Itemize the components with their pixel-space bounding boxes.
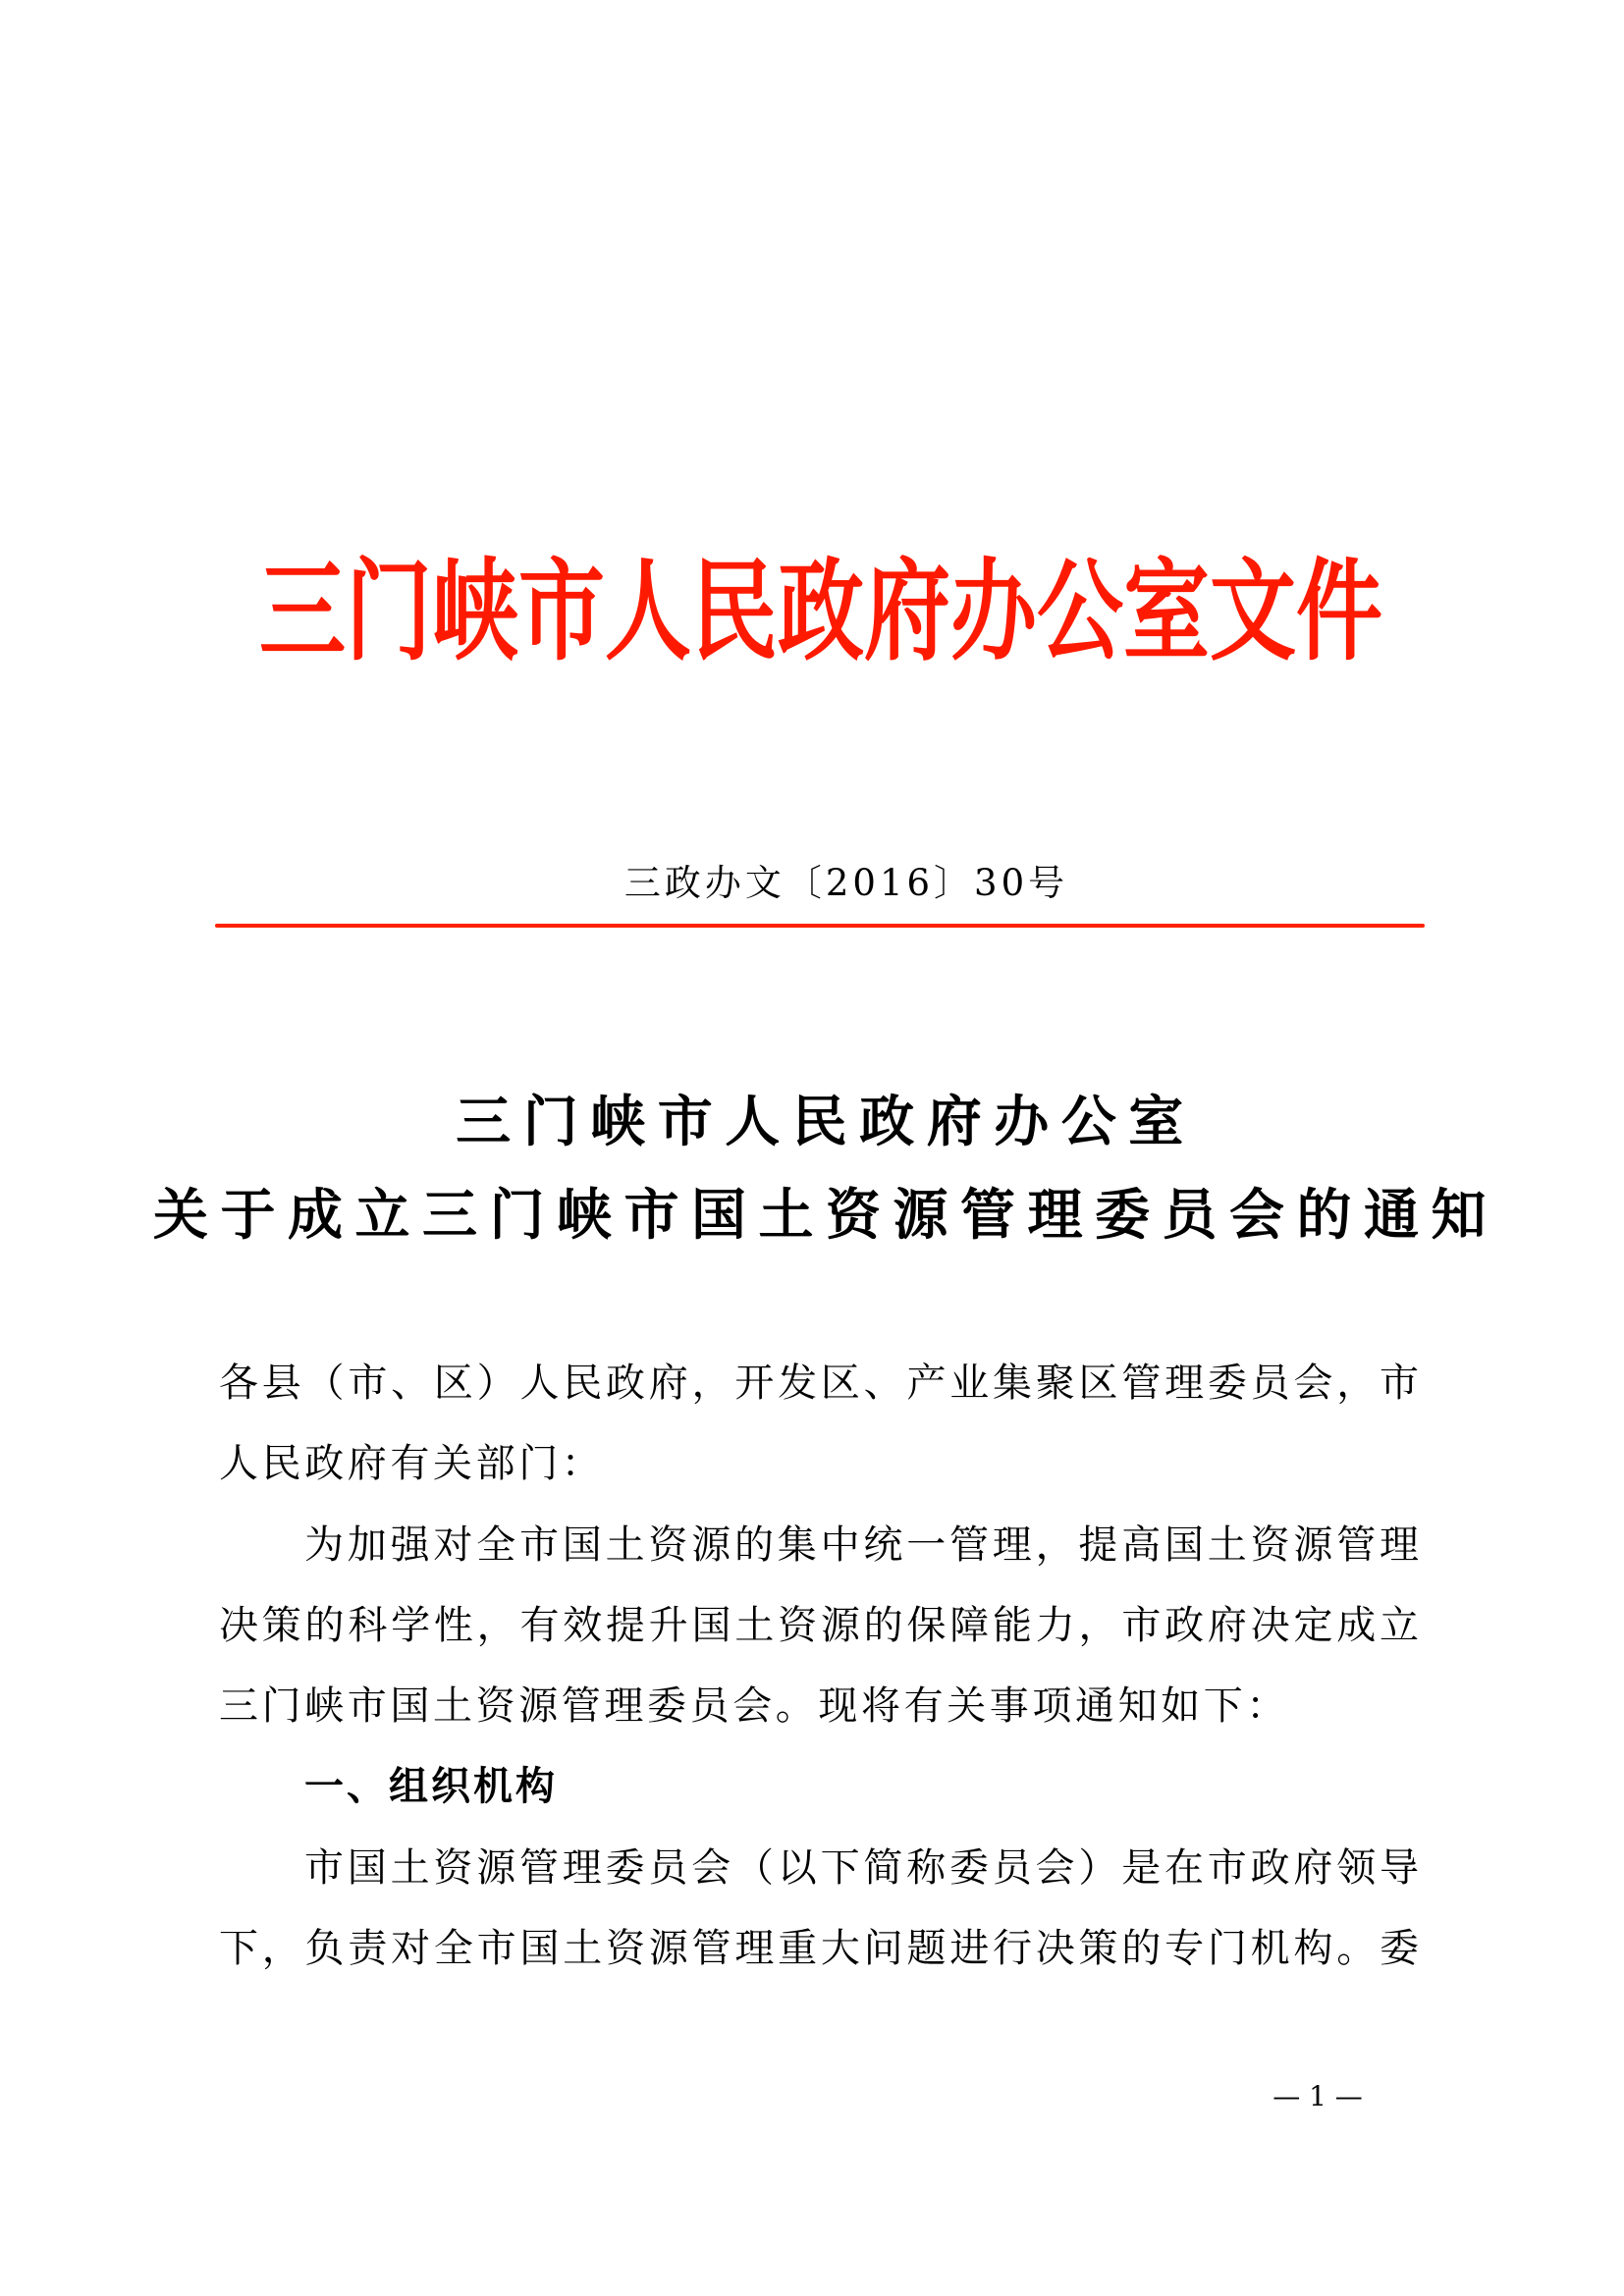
body-line-paragraph-5: 下，负责对全市国土资源管理重大问题进行决策的专门机构。委 <box>219 1926 1419 1972</box>
section-heading: 一、组织机构 <box>304 1764 558 1810</box>
document-body <box>219 1358 1419 2003</box>
body-line-paragraph-4: 市国土资源管理委员会（以下简称委员会）是在市政府领导 <box>304 1844 1419 1891</box>
document-number: 三政办文〔2016〕30号 <box>623 862 1069 904</box>
document-title-line-2 <box>0 1184 1624 1247</box>
body-line-paragraph-1: 为加强对全市国土资源的集中统一管理，提高国土资源管理 <box>304 1522 1419 1568</box>
red-separator-line <box>215 924 1425 928</box>
page-number: — 1 — <box>1272 2080 1363 2112</box>
document-number-row <box>0 862 1624 905</box>
body-line-recipients-2: 人民政府有关部门： <box>219 1441 605 1487</box>
body-line-recipients-1: 各县（市、区）人民政府，开发区、产业集聚区管理委员会，市 <box>219 1361 1419 1406</box>
body-line-paragraph-2: 决策的科学性，有效提升国土资源的保障能力，市政府决定成立 <box>219 1602 1419 1648</box>
red-letterhead <box>0 545 1624 683</box>
document-title-text-1: 三门峡市人民政府办公室 <box>456 1090 1196 1154</box>
issuer-title: 三门峡市人民政府办公室文件 <box>258 545 1382 675</box>
document-title-text-2: 关于成立三门峡市国土资源管理委员会的通知 <box>153 1183 1498 1248</box>
body-line-paragraph-3: 三门峡市国土资源管理委员会。现将有关事项通知如下： <box>219 1683 1289 1730</box>
document-title-line-1 <box>0 1091 1624 1153</box>
